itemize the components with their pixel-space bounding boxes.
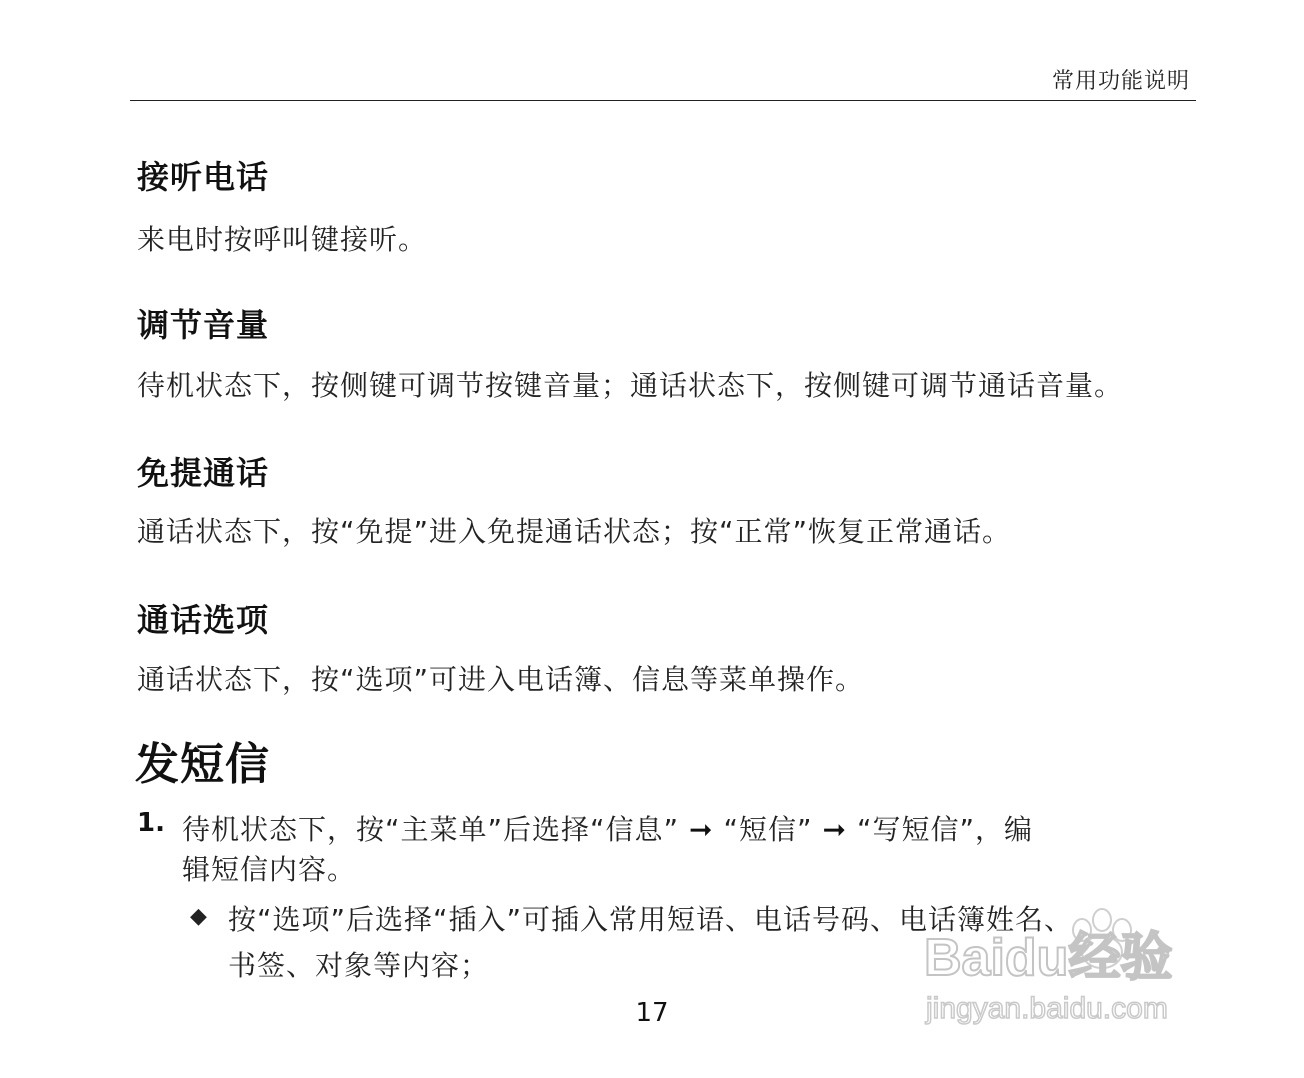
step-text-a: 待机状态下，按“主菜单”后选择“信息” (182, 813, 680, 846)
page-header (130, 62, 1196, 101)
section-heading-answer-call: 接听电话 (137, 158, 270, 196)
arrow-right-icon: ➞ (689, 813, 714, 846)
baidu-watermark-logo (922, 890, 1232, 1030)
section-heading-call-options: 通话选项 (137, 601, 270, 639)
chapter-heading-sms: 发短信 (135, 739, 270, 790)
section-text-volume: 待机状态下，按侧键可调节按键音量；通话状态下，按侧键可调节通话音量。 (137, 369, 1124, 402)
section-text-call-options: 通话状态下，按“选项”可进入电话簿、信息等菜单操作。 (137, 663, 865, 696)
watermark-brand-text: Baidu经验 (924, 929, 1173, 987)
step-text-c: “写短信”，编 (856, 813, 1033, 846)
section-heading-volume: 调节音量 (137, 306, 270, 344)
step-number: 1. (137, 808, 165, 838)
arrow-right-icon: ➞ (822, 813, 847, 846)
section-heading-handsfree: 免提通话 (137, 454, 270, 492)
bullet-line-1: 按“选项”后选择“插入”可插入常用短语、电话号码、电话簿姓名、 (228, 903, 1074, 936)
diamond-bullet-icon: ◆ (190, 904, 207, 929)
section-text-answer-call: 来电时按呼叫键接听。 (137, 223, 428, 256)
page-number: 17 (635, 998, 669, 1028)
step-line-1 (182, 808, 1033, 848)
bullet-line-2: 书签、对象等内容； (228, 949, 490, 982)
watermark-url-text: jingyan.baidu.com (926, 992, 1168, 1025)
step-text-b: “短信” (723, 813, 813, 846)
step-line-2: 辑短信内容。 (182, 853, 357, 886)
header-title: 常用功能说明 (1051, 69, 1190, 94)
section-text-handsfree: 通话状态下，按“免提”进入免提通话状态；按“正常”恢复正常通话。 (137, 515, 1012, 548)
